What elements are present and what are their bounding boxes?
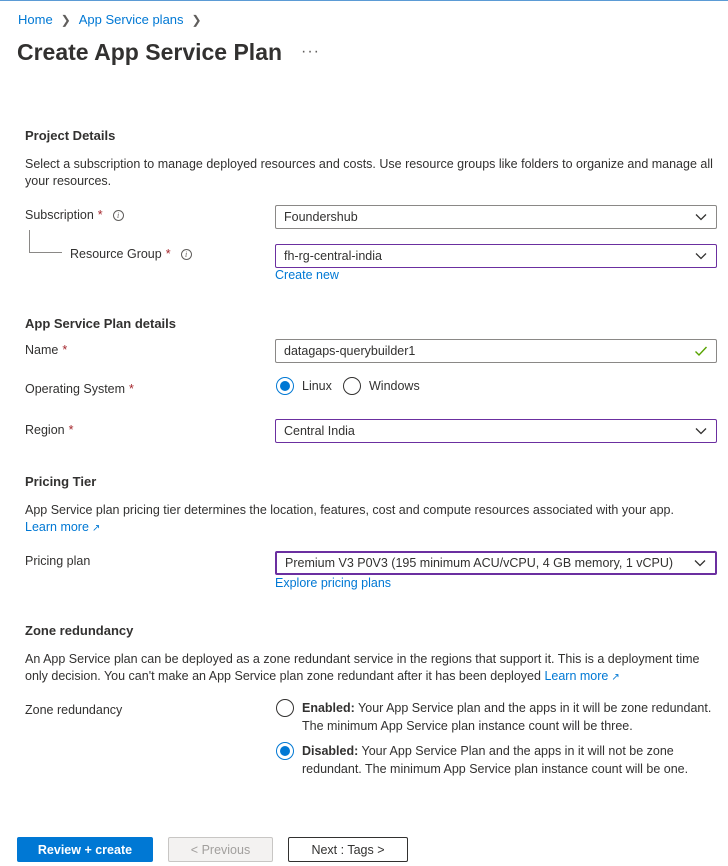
pricing-plan-label-text: Pricing plan [25, 554, 91, 568]
radio-selected[interactable] [276, 742, 294, 760]
required-asterisk: * [97, 208, 103, 222]
region-value: Central India [284, 424, 355, 438]
pricing-learn-more-link[interactable] [25, 520, 100, 534]
page-title: Create App Service Plan [17, 39, 283, 65]
info-icon[interactable]: i [181, 249, 192, 260]
zone-disabled-title: Disabled: [302, 744, 359, 758]
more-options-icon[interactable]: ··· [301, 43, 320, 60]
pricing-plan-dropdown[interactable] [275, 551, 717, 575]
project-details-description: Select a subscription to manage deployed resources and costs. Use resource groups like folders to organize and manage all your resources. [25, 157, 713, 188]
zone-enabled-title: Enabled: [302, 701, 355, 715]
pricing-plan-label [25, 554, 90, 568]
next-tags-button[interactable]: Next : Tags > [288, 837, 408, 862]
info-icon[interactable]: i [113, 210, 124, 221]
zone-redundancy-label-text: Zone redundancy [25, 703, 123, 717]
radio-unselected[interactable] [343, 377, 361, 395]
subscription-value: Foundershub [284, 210, 358, 224]
region-label-text: Region [25, 423, 65, 437]
external-link-icon: ↗ [611, 672, 620, 683]
zone-redundancy-title: Zone redundancy [25, 623, 134, 638]
chevron-down-icon [694, 210, 708, 224]
chevron-right-icon: ❯ [191, 12, 202, 27]
pricing-tier-title: Pricing Tier [25, 474, 97, 489]
subscription-label [25, 208, 124, 222]
name-value: datagaps-querybuilder1 [284, 344, 416, 358]
create-new-link[interactable]: Create new [275, 268, 339, 282]
zone-disabled-text [302, 742, 721, 778]
os-option-label: Linux [302, 379, 332, 393]
chevron-right-icon: ❯ [60, 12, 71, 27]
zone-redundancy-label [25, 703, 122, 717]
name-label [25, 343, 67, 357]
pricing-description [25, 502, 725, 537]
breadcrumb-plans-link[interactable]: App Service plans [78, 12, 184, 27]
project-details-title: Project Details [25, 128, 116, 143]
required-asterisk: * [129, 382, 134, 396]
name-input[interactable] [275, 339, 717, 363]
external-link-icon: ↗ [91, 523, 101, 534]
os-radio-windows[interactable] [343, 377, 420, 395]
chevron-down-icon [693, 556, 707, 570]
tree-connector [29, 230, 62, 253]
os-label [25, 382, 134, 396]
zone-enabled-desc: Your App Service plan and the apps in it will be zone redundant. The minimum App Service plan instance count will be three. [302, 701, 712, 733]
breadcrumb-home-link[interactable]: Home [18, 12, 53, 27]
resource-group-dropdown[interactable] [275, 244, 717, 268]
explore-pricing-link[interactable]: Explore pricing plans [275, 576, 392, 590]
chevron-down-icon [694, 424, 708, 438]
learn-more-text: Learn more [544, 669, 609, 683]
zone-option-enabled[interactable] [276, 699, 721, 735]
region-dropdown[interactable] [275, 419, 717, 443]
required-asterisk: * [68, 423, 74, 437]
checkmark-icon [694, 344, 708, 358]
chevron-down-icon [694, 249, 708, 263]
resource-group-value: fh-rg-central-india [284, 249, 382, 263]
zone-description-text: An App Service plan can be deployed as a zone redundant service in the regions that support it. This is a deployment time only decision. You can't make an App Service plan zone redundant after it has been deployed [25, 652, 700, 683]
os-radio-linux[interactable] [276, 377, 332, 395]
zone-disabled-desc: Your App Service Plan and the apps in it will not be zone redundant. The minimum App Service plan instance count will be one. [302, 744, 689, 776]
required-asterisk: * [165, 247, 171, 261]
zone-description [25, 651, 725, 686]
previous-button[interactable]: < Previous [168, 837, 273, 862]
pricing-plan-value: Premium V3 P0V3 (195 minimum ACU/vCPU, 4 GB memory, 1 vCPU) [285, 556, 674, 570]
radio-selected[interactable] [276, 377, 294, 395]
subscription-dropdown[interactable] [275, 205, 717, 229]
breadcrumb [18, 12, 210, 27]
plan-details-title: App Service Plan details [25, 316, 177, 331]
subscription-label-text: Subscription [25, 208, 94, 222]
pricing-description-text: App Service plan pricing tier determines the location, features, cost and compute resources associated with your app. [25, 503, 674, 517]
radio-unselected[interactable] [276, 699, 294, 717]
region-label [25, 423, 74, 437]
os-label-text: Operating System [25, 382, 126, 396]
name-label-text: Name [25, 343, 59, 357]
learn-more-text: Learn more [25, 520, 89, 534]
zone-enabled-text [302, 699, 721, 735]
review-create-button[interactable]: Review + create [17, 837, 153, 862]
os-option-label: Windows [369, 379, 420, 393]
zone-learn-more-link[interactable] [544, 669, 619, 683]
required-asterisk: * [62, 343, 68, 357]
resource-group-label-text: Resource Group [70, 247, 162, 261]
resource-group-label [70, 247, 192, 261]
zone-option-disabled[interactable] [276, 742, 721, 778]
